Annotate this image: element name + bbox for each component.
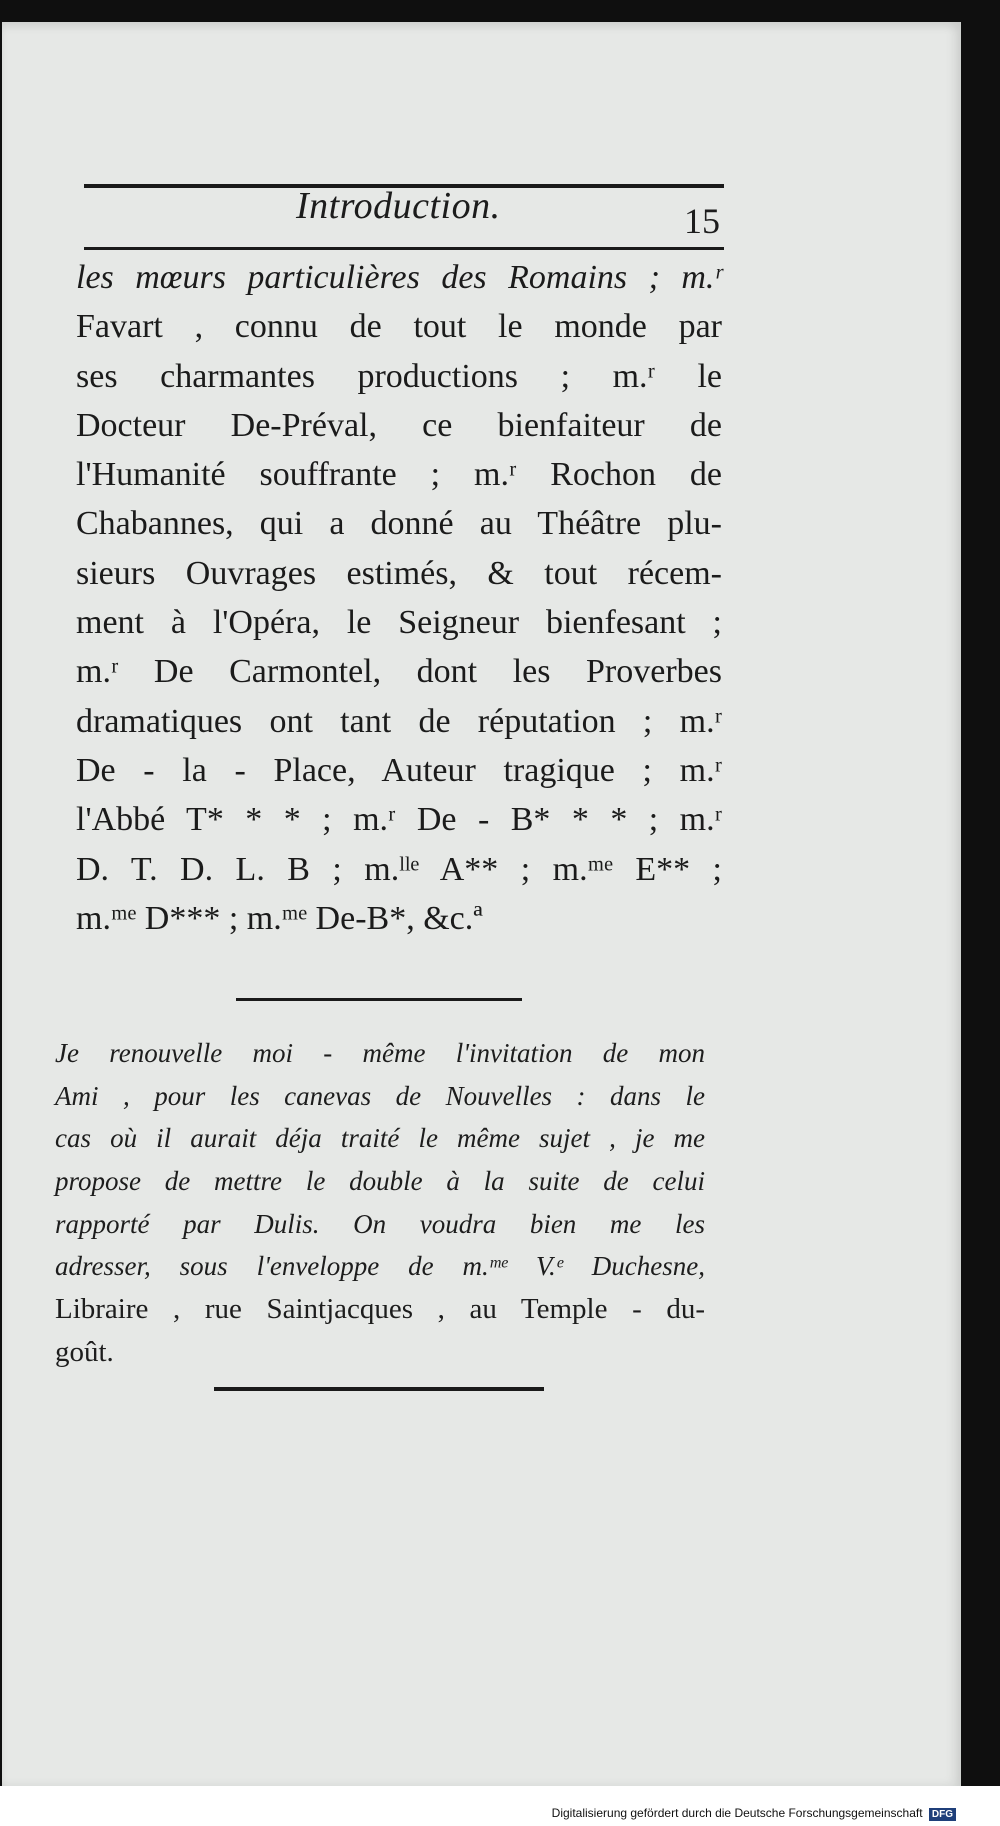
text-line: ses charmantes productions ; m.ʳ le bbox=[76, 357, 722, 395]
page-number: 15 bbox=[684, 201, 720, 241]
note-line: propose de mettre le double à la suite de celui bbox=[55, 1166, 705, 1197]
text-line: l'Humanité souffrante ; m.ʳ Rochon de bbox=[76, 456, 722, 494]
text-line: Favart , connu de tout le monde par bbox=[76, 308, 722, 346]
main-paragraph bbox=[76, 253, 722, 943]
note-line: adresser, sous l'enveloppe de m.ᵐᵉ V.ᵉ Duchesne, bbox=[55, 1251, 705, 1282]
header-rule-bottom bbox=[84, 247, 724, 250]
digitization-credit bbox=[552, 1806, 956, 1821]
text-line: Chabannes, qui a donné au Théâtre plu- bbox=[76, 505, 722, 543]
text-line: les mœurs particulières des Romains ; m.ʳ bbox=[76, 259, 722, 296]
text-line: De - la - Place, Auteur tragique ; m.ʳ bbox=[76, 751, 722, 789]
running-header-title: Introduction. bbox=[296, 185, 501, 227]
text-line: m.ʳ De Carmontel, dont les Proverbes bbox=[76, 653, 722, 691]
text-line: ment à l'Opéra, le Seigneur bienfesant ; bbox=[76, 604, 722, 642]
note-line: Libraire , rue Saintjacques , au Temple - du- bbox=[55, 1293, 705, 1326]
note-line: goût. bbox=[55, 1335, 114, 1368]
text-line: Docteur De-Préval, ce bienfaiteur de bbox=[76, 406, 722, 444]
note-line: Je renouvelle moi - même l'invitation de mon bbox=[55, 1038, 705, 1068]
note-line: Ami , pour les canevas de Nouvelles : dans le bbox=[55, 1080, 705, 1111]
credit-text: Digitalisierung gefördert durch die Deutsche Forschungsgemeinschaft bbox=[551, 1806, 923, 1820]
section-divider bbox=[236, 998, 522, 1001]
text-line: l'Abbé T* * * ; m.ʳ De - B* * * ; m.ʳ bbox=[76, 801, 722, 839]
text-line: sieurs Ouvrages estimés, & tout récem- bbox=[76, 554, 722, 592]
dfg-logo: DFG bbox=[929, 1808, 956, 1821]
text-line: dramatiques ont tant de réputation ; m.ʳ bbox=[76, 702, 722, 740]
text-line: m.ᵐᵉ D*** ; m.ᵐᵉ De-B*, &c.ª bbox=[76, 899, 483, 937]
note-line: cas où il aurait déja traité le même sujet , je me bbox=[55, 1123, 705, 1154]
note-paragraph bbox=[55, 1032, 705, 1374]
note-line: rapporté par Dulis. On voudra bien me les bbox=[55, 1208, 705, 1239]
end-divider bbox=[214, 1387, 544, 1391]
text-line: D. T. D. L. B ; m.ˡˡᵉ A** ; m.ᵐᵉ E** ; bbox=[76, 850, 722, 888]
